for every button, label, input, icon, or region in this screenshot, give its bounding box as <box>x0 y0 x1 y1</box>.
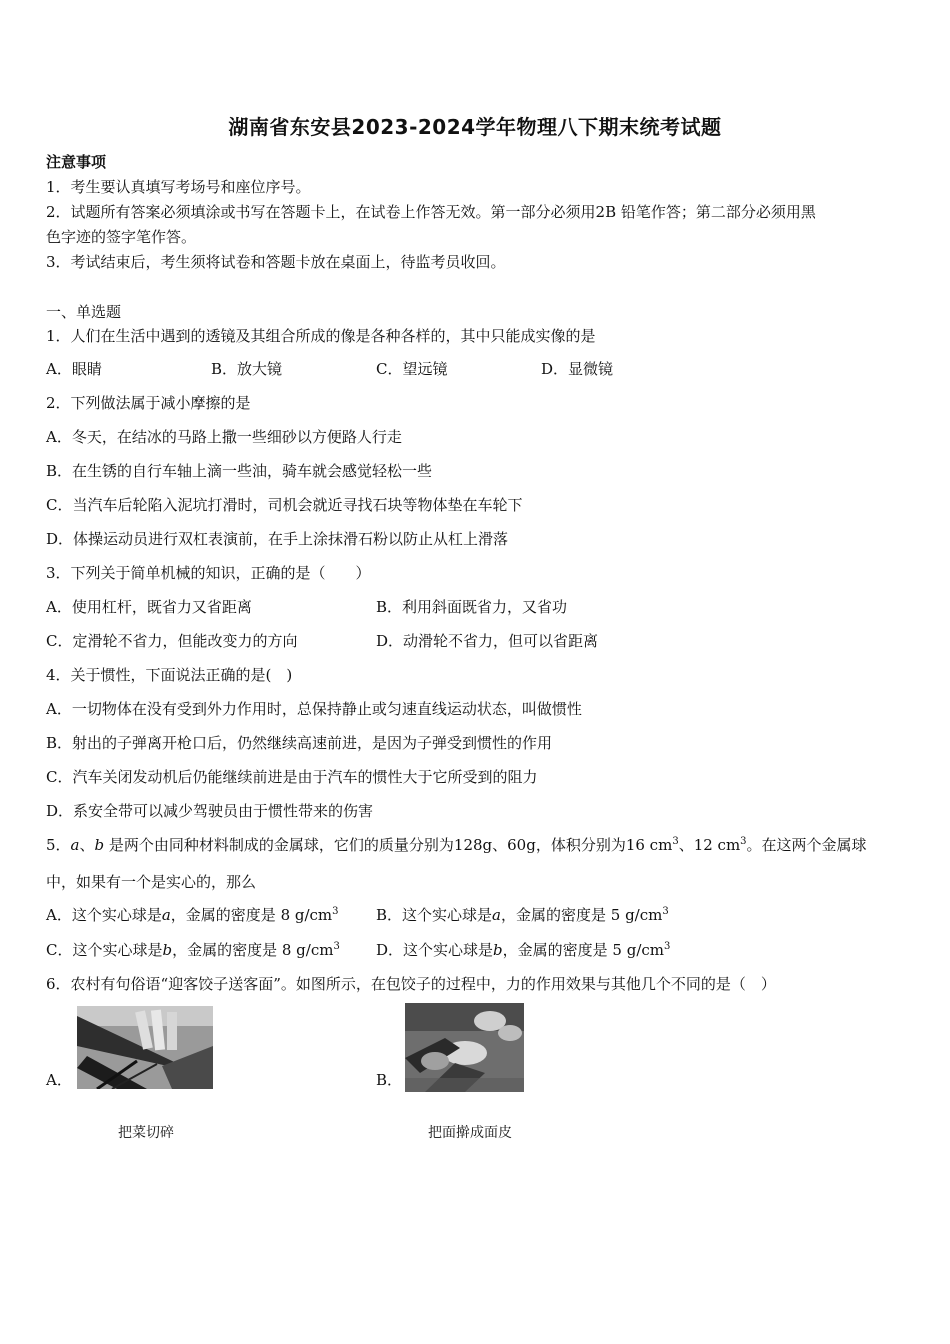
question-6-stem: 6．农村有句俗语“迎客饺子送客面”。如图所示，在包饺子的过程中，力的作用效果与其他几个不同的是（ ） <box>46 975 776 993</box>
section-heading: 一、单选题 <box>46 303 122 321</box>
q1-option-b: B．放大镜 <box>211 360 283 378</box>
q2-option-c: C．当汽车后轮陷入泥坑打滑时，司机会就近寻找石块等物体垫在车轮下 <box>46 496 523 514</box>
q1-option-c: C．望远镜 <box>376 360 448 378</box>
q5-stem-end: 。在这两个金属球 <box>746 836 867 854</box>
q5-b-pre: B．这个实心球是 <box>376 906 493 924</box>
q5-var-b: b <box>94 836 105 854</box>
question-5-stem <box>46 834 867 856</box>
rolling-dough-image <box>405 1003 524 1092</box>
q6-option-a-caption: 把菜切碎 <box>118 1125 174 1141</box>
notice-item: 2．试题所有答案必须填涂或书写在答题卡上，在试卷上作答无效。第一部分必须用2B 铅笔作答；第二部分必须用黑 <box>46 203 816 221</box>
notice-heading: 注意事项 <box>46 153 107 171</box>
chopping-vegetables-image <box>77 1006 213 1089</box>
q5-c-post: ，金属的密度是 8 g/cm <box>172 941 334 959</box>
q5-d-pre: D．这个实心球是 <box>376 941 494 959</box>
q4-option-c: C．汽车关闭发动机后仍能继续前进是由于汽车的惯性大于它所受到的阻力 <box>46 768 538 786</box>
q5-b-var: a <box>492 906 501 924</box>
question-3-stem: 3．下列关于简单机械的知识，正确的是（ ） <box>46 564 371 582</box>
q5-var-a: a <box>70 836 80 854</box>
q5-d-var: b <box>493 941 503 959</box>
notice-item: 3．考试结束后，考生须将试卷和答题卡放在桌面上，待监考员收回。 <box>46 253 506 271</box>
q5-cube-sup: 3 <box>333 941 340 952</box>
q6-option-b-label: B． <box>376 1071 403 1089</box>
question-5-stem-line2: 中，如果有一个是实心的，那么 <box>46 873 257 891</box>
q3-option-c: C．定滑轮不省力，但能改变力的方向 <box>46 632 298 650</box>
question-4-stem: 4．关于惯性，下面说法正确的是( ) <box>46 666 293 684</box>
q5-cube-sup: 3 <box>740 836 747 847</box>
q1-option-a: A．眼睛 <box>46 360 102 378</box>
q5-b-post: ，金属的密度是 5 g/cm <box>500 906 663 924</box>
q5-option-a <box>46 904 339 926</box>
q2-option-b: B．在生锈的自行车轴上滴一些油，骑车就会感觉轻松一些 <box>46 462 433 480</box>
q5-a-pre: A．这个实心球是 <box>46 906 162 924</box>
q3-option-b: B．利用斜面既省力，又省功 <box>376 598 568 616</box>
notice-item: 1．考生要认真填写考场号和座位序号。 <box>46 178 311 196</box>
q5-stem-mid: 是两个由同种材料制成的金属球，它们的质量分别为128g、60g，体积分别为16 cm <box>104 836 673 854</box>
q4-option-d: D．系安全带可以减少驾驶员由于惯性带来的伤害 <box>46 802 374 820</box>
q1-option-d: D．显微镜 <box>541 360 614 378</box>
page-title: 湖南省东安县2023-2024学年物理八下期末统考试题 <box>228 115 722 139</box>
q5-cube-sup: 3 <box>662 906 669 917</box>
q2-option-d: D．体操运动员进行双杠表演前，在手上涂抹滑石粉以防止从杠上滑落 <box>46 530 509 548</box>
q4-option-b: B．射出的子弹离开枪口后，仍然继续高速前进，是因为子弹受到惯性的作用 <box>46 734 553 752</box>
q5-a-post: ，金属的密度是 8 g/cm <box>170 906 333 924</box>
q3-option-a: A．使用杠杆，既省力又省距离 <box>46 598 252 616</box>
q5-c-var: b <box>162 941 173 959</box>
q5-c-pre: C．这个实心球是 <box>46 941 163 959</box>
q5-option-b <box>376 904 669 926</box>
q5-number: 5． <box>46 836 71 854</box>
q5-cube-sup: 3 <box>332 906 339 917</box>
question-1-stem: 1．人们在生活中遇到的透镜及其组合所成的像是各种各样的，其中只能成实像的是 <box>46 327 596 345</box>
q6-option-a-label: A． <box>46 1071 72 1089</box>
q4-option-a: A．一切物体在没有受到外力作用时，总保持静止或匀速直线运动状态，叫做惯性 <box>46 700 582 718</box>
q5-option-c <box>46 939 340 961</box>
q5-option-d <box>376 939 670 961</box>
q5-cube-sup: 3 <box>664 941 671 952</box>
q6-option-b-caption: 把面擀成面皮 <box>428 1125 512 1141</box>
q5-d-post: ，金属的密度是 5 g/cm <box>502 941 665 959</box>
q5-cube-sup: 3 <box>672 836 679 847</box>
q5-sep: 、 <box>79 836 95 854</box>
q2-option-a: A．冬天，在结冰的马路上撒一些细砂以方便路人行走 <box>46 428 402 446</box>
q5-a-var: a <box>161 906 171 924</box>
notice-item: 色字迹的签字笔作答。 <box>46 228 197 246</box>
q3-option-d: D．动滑轮不省力，但可以省距离 <box>376 632 599 650</box>
q5-stem-mid2: 、12 cm <box>678 836 741 854</box>
question-2-stem: 2．下列做法属于减小摩擦的是 <box>46 394 251 412</box>
